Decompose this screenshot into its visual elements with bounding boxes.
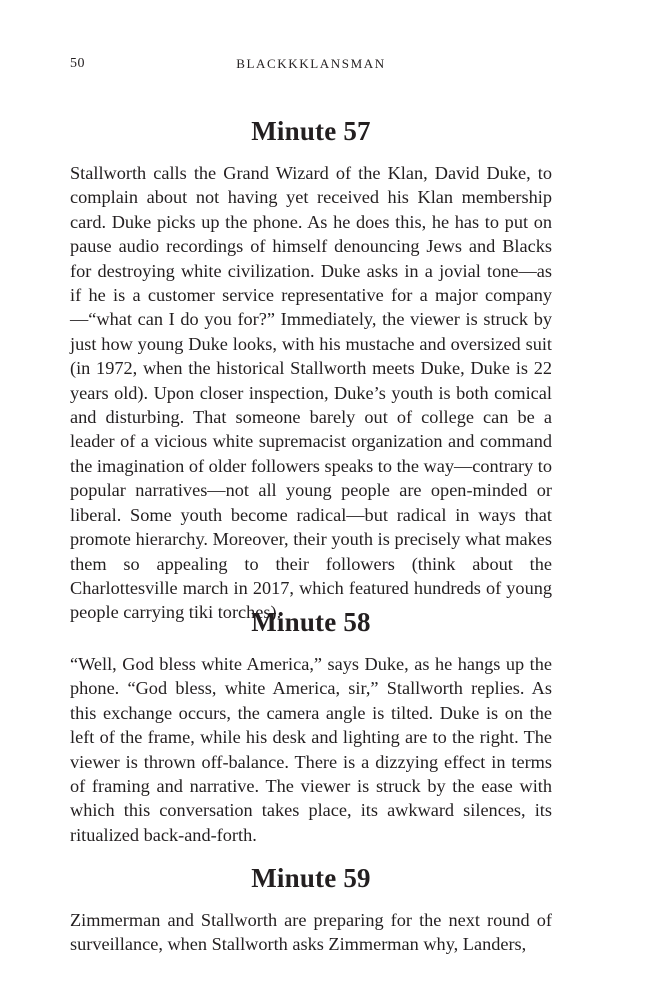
body-paragraph: Stallworth calls the Grand Wizard of the Klan, David Duke, to complain about not having yet received his Klan membership card. Duke picks up the phone. As he does this, he has to put on pause audio recordings of himself denouncing Jews and Blacks for destroying white civilization. Duke asks in a jovial tone—as if he is a customer service representative for a major company—“what can I do you for?” Immediately, the viewer is struck by just how young Duke looks, with his mustache and oversized suit (in 1972, when the historical Stallworth meets Duke, Duke is 22 years old). Upon closer inspection, Duke’s youth is both comical and disturbing. That someone barely out of college can be a leader of a vicious white supremacist organization and command the imagination of older followers speaks to the way—contrary to popular narratives—not all young people are open-minded or liberal. Some youth become radical—but radical in ways that promote hierarchy. Moreover, their youth is precisely what makes them so appealing to their followers (think about the Charlottesville march in 2017, which featured hundreds of young people carrying tiki torches). bbox=[70, 163, 552, 623]
running-head: BLACKKKLANSMAN bbox=[236, 56, 386, 71]
page-number: 50 bbox=[70, 56, 85, 71]
page-header bbox=[70, 56, 552, 76]
body-paragraph: Zimmerman and Stallworth are preparing for the next round of surveillance, when Stallworth asks Zimmerman why, Landers, bbox=[70, 910, 552, 955]
body-paragraph: “Well, God bless white America,” says Duke, as he hangs up the phone. “God bless, white America, sir,” Stallworth replies. As this exchange occurs, the camera angle is tilted. Duke is on the left of the frame, while his desk and lighting are to the right. The viewer is thrown off-balance. There is a dizzying effect in terms of framing and narrative. The viewer is struck by the ease with which this conversation takes place, its awkward silences, its ritualized back-and-forth. bbox=[70, 654, 552, 845]
section-heading: Minute 59 bbox=[251, 863, 371, 893]
section-heading: Minute 58 bbox=[251, 607, 371, 637]
section-heading: Minute 57 bbox=[251, 116, 371, 146]
